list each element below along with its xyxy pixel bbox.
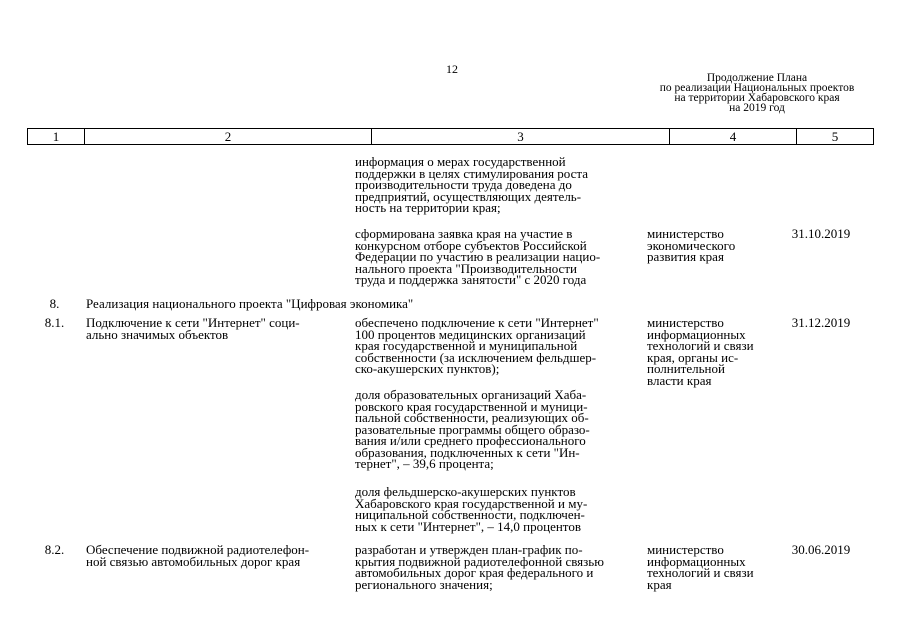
section-title: Реализация национального проекта "Цифровая экономика" [86,296,414,311]
column-number-row [27,128,874,145]
activity-text: Подключение к сети "Интернет" соци- ально значимых объектов [86,315,300,342]
activity-text: Обеспечение подвижной радиотелефон- ной связью автомобильных дорог края [86,542,310,569]
measure-text: информация о мерах государственной поддержки в целях стимулирования роста производительности труда доведена до предприятий, осуществляющих деятель- ность на территории края; [355,154,589,215]
header-line: Продолжение Плана [706,72,808,84]
header-line: на 2019 год [729,102,785,114]
page-number: 12 [446,62,458,76]
row-number: 8.1. [44,315,65,330]
continuation-header [640,73,874,113]
measure-text: сформирована заявка края на участие в конкурсном отборе субъектов Российской Федерации по участию в реализации нацио- нального проекта "Производительности труда и поддержка занятости" с 2020 года [355,226,601,287]
responsible-text: министерство информационных технологий и связи края [647,542,754,592]
responsible-text: министерство информационных технологий и связи края, органы ис- полнительной власти края [647,315,754,388]
row-number: 8.2. [44,542,65,557]
deadline-date: 31.10.2019 [791,226,851,241]
deadline-date: 31.12.2019 [791,315,851,330]
column-number: 5 [831,129,839,144]
measure-text: доля образовательных организаций Хаба- ровского края государственной и муници- пальной собственности, реализующих об- разовательные программы общего образо- вания и/или среднего профессионального образования, подключенных к сети "Ин- тернет", – 39,6 процента; [355,387,590,471]
header-line: на территории Хабаровского края [674,92,840,104]
column-number: 1 [52,129,60,144]
measure-text: доля фельдшерско-акушерских пунктов Хабаровского края государственной и му- ниципальной собственности, подключен- ных к сети "Интернет", – 14,0 процентов [355,484,588,534]
measure-text: разработан и утвержден план-график по- крытия подвижной радиотелефонной связью автомобильных дорог края федерального и регионального значения; [355,542,604,592]
header-line: по реализации Национальных проектов [659,82,855,94]
deadline-date: 30.06.2019 [791,542,851,557]
measure-text: обеспечено подключение к сети "Интернет" 100 процентов медицинских организаций края государственной и муниципальной собственности (за исключением фельдшер- ско-акушерских пунктов); [355,315,599,376]
section-number: 8. [49,296,60,311]
column-number: 3 [517,129,524,144]
column-number: 4 [729,129,737,144]
responsible-text: министерство экономического развития края [647,226,736,264]
column-number: 2 [224,129,232,144]
